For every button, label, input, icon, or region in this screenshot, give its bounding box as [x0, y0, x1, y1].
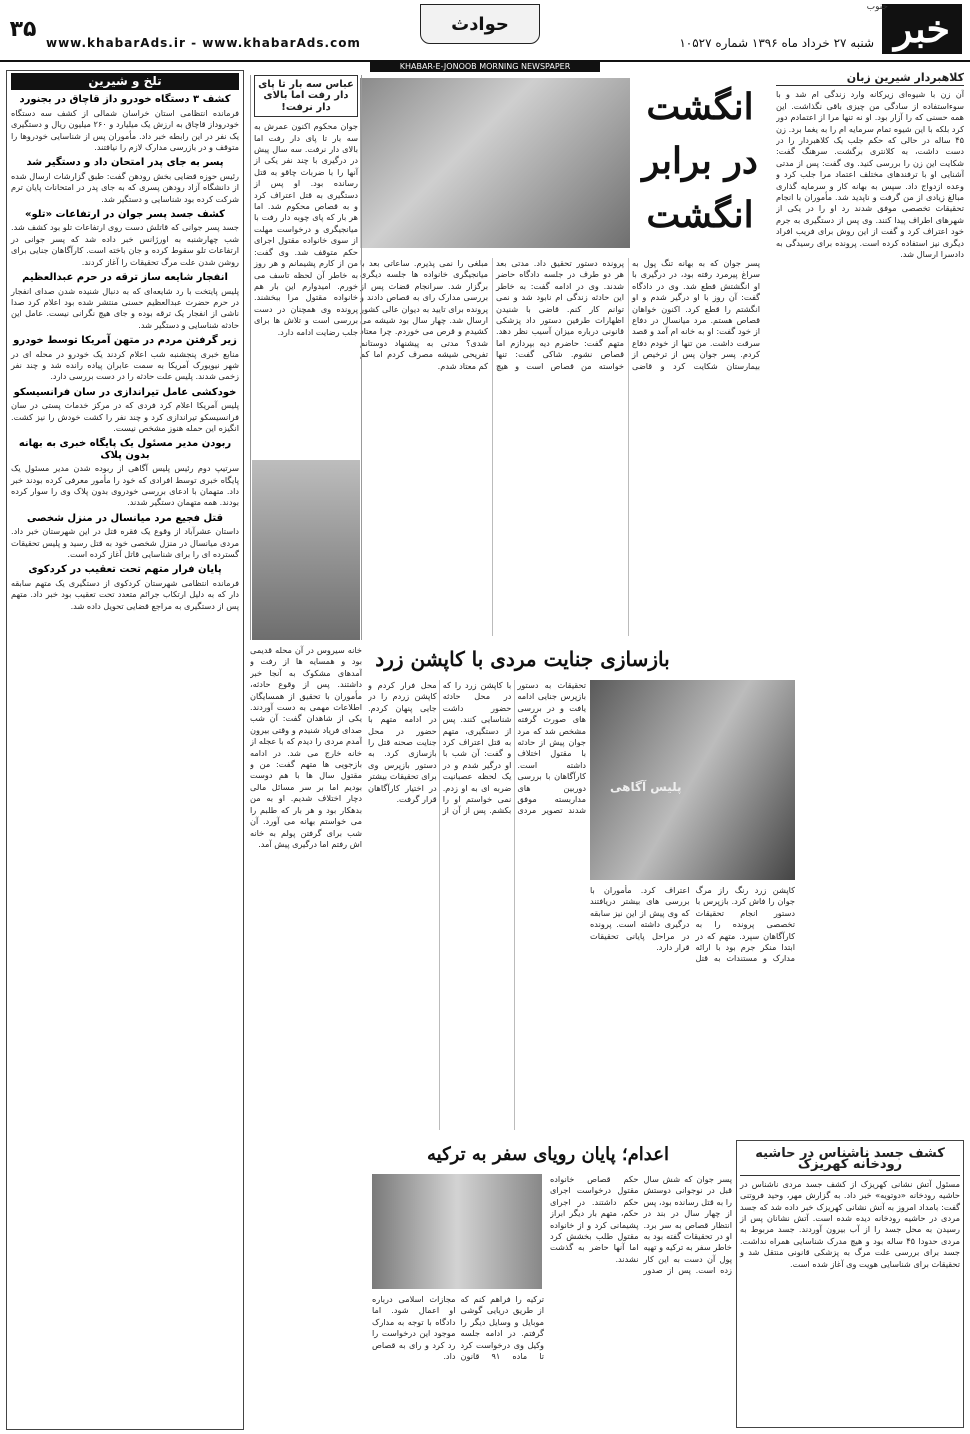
police-jacket-label: پلیس آگاهی — [610, 780, 682, 794]
brief-title: قتل فجیع مرد میانسال در منزل شخصی — [26, 512, 224, 524]
brief-item — [11, 438, 239, 508]
bottom-center-body — [550, 1174, 732, 1428]
brief-text: فرمانده انتظامی شهرستان کردکوی از دستگیری یک متهم سابقه دار که به دلیل ارتکاب جرائم متعدد تحت تعقیب بود خبر داد. متهم پس از دستگیری به مراجع قضایی تحویل داده شد. — [11, 577, 239, 611]
brief-title: پایان فرار متهم تحت تعقیب در کردکوی — [28, 564, 222, 576]
brief-text: منابع خبری پنجشنبه شب اعلام کردند یک خودرو در محله ای در شهر نیویورک آمریکا به سمت عابران پیاده رانده شد و چند نفر زخمی شدند. پلیس علت حادثه را در دست بررسی دارد. — [11, 348, 239, 382]
mid2-text: خانه سیروس در آن محله قدیمی بود و همسایه ها از رفت و آمدهای مشکوک به آنجا خبر داشتند. پس از وقوع حادثه، مأموران با تحقیق از همسایگان اطلاعات مهمی به دست آوردند. یکی از شاهدان گفت: آن شب صدای فریاد شنیدم و وقتی بیرون آمدم مردی را دیدم که با عجله از خانه خارج می شد. در ادامه بازجویی ها متهم گفت: من و مقتول سال ها با هم دوست بودیم اما بر سر مسائل مالی دچار اختلاف شدیم. او به من بدهکار بود و هر بار که طلبم را می خواستم بهانه می آورد. آن شب برای گرفتن پولم به خانه اش رفتم اما درگیری پیش آمد. — [250, 645, 362, 849]
bottom-center-lower — [372, 1294, 544, 1428]
right-column-text: آن زن با شیوه‌ای زیرکانه وارد زندگی ام شد و با سوءاستفاده از سادگی من چیزی باقی نگذاشت. این همه حسنی که را آزار بود. او نه تنها مرا از اعتمادم دور کرد بلکه با این شیوه تمام سرمایه ام را به یغما برد. زن ۴۵ ساله در حالی که حکم جلب یک کلاهبردار را در دست داشت، به کلانتری برگشت. سرهنگ گفت: شکایت این زن را بررسی کنید. وی گفت: پس از مدتی آشنایی او با ترفندهای مختلف اعتماد مرا جلب کرد و وعده ازدواج داد. سپس به بهانه کار و سرمایه گذاری مبالغ زیادی از من گرفت و ناپدید شد. مأموران با انجام تحقیقات تخصصی موفق شدند رد او را در یکی از شهرهای اطراف پیدا کنند. وی پس از دستگیری به جرم خود اعتراف کرد و گفت از این روش برای فریب افراد دیگری نیز استفاده کرده است. پرونده برای رسیدگی به دادسرا ارسال شد. — [776, 89, 964, 260]
newspaper-logo: خبر — [882, 4, 962, 54]
courtroom-defendant-photo — [372, 1174, 542, 1289]
bottom-center-lower-text: ترکیه را فراهم کنم که از طریق دریایی گوشی موبایل و وسایل دیگر را گرفتم. در ادامه جلسه وکیل وی درخواست کرد تا ماده ۹۱ قانون مجازات اسلامی درباره او اعمال شود. اما دادگاه با توجه به مدارک موجود این درخواست را رد کرد و رای به قصاص داد. — [372, 1294, 544, 1362]
courtroom-photo — [360, 78, 630, 248]
brief-title: انفجار شایعه ساز ترقه در حرم عبدالعظیم — [22, 272, 228, 284]
mid2-column — [250, 645, 362, 1135]
left-column-title: تلخ و شیرین — [11, 73, 239, 90]
feature-text: پسر جوان که به بهانه تنگ پول به سراغ پیرمرد رفته بود، در درگیری با او انگشتش قطع شد. وی در دادگاه گفت: آن روز با او درگیر شدم و او انگشتم را قطع کرد. اکنون خواهان قصاص هستم. مرد میانسال در دفاع از خود گفت: او به خانه ام آمد و قصد سرقت داشت. من تنها از خودم دفاع کردم. پسر جوان پس از ترخیص از بیمارستان شکایت کرد و قاضی پرونده دستور تحقیق داد. مدتی بعد هر دو طرف در جلسه دادگاه حاضر شدند. وی در ادامه گفت: به خاطر این حادثه زندگی ام نابود شد و نمی توانم کار کنم. قاضی با شنیدن اظهارات طرفین دستور داد پزشکی قانونی درباره میزان آسیب نظر دهد. متهم گفت: حاضرم دیه بپردازم اما قصاص نشوم. شاکی گفت: تنها خواسته من قصاص است و هیچ مبلغی را نمی پذیرم. ساعاتی بعد با میانجیگری خانواده ها جلسه دیگری برگزار شد. سرانجام قضات پس از بررسی مدارک رای به قصاص دادند و پرونده برای تایید به دیوان عالی کشور ارسال شد. چهار سال بود شیشه می کشیدم و قرص می خوردم. چرا معتاد شدی؟ مدتی به پیشنهاد دوستانم تفریحی شیشه مصرف کردم اما کم کم معتاد شدم. — [360, 258, 760, 371]
masthead — [0, 0, 970, 62]
brief-item — [11, 335, 239, 383]
mid-column-text: جوان محکوم اکنون عمرش به سه بار تا پای دار رفت اما بالای دار نرفت. سه سال پیش در درگیری با چند نفر یکی از آنها را با ضربات چاقو به قتل رسانده بود. او پس از دستگیری به قتل اعتراف کرد و به قصاص محکوم شد. اما هر بار که پای چوبه دار رفت با میانجیگری و درخواست مهلت از سوی خانواده مقتول اجرای حکم متوقف شد. وی گفت: من از کارم پشیمانم و هر روز به خاطر آن لحظه تاسف می خورم. امیدوارم این بار هم خانواده مقتول مرا ببخشند. پرونده وی همچنان در دست بررسی است و تلاش ها برای جلب رضایت ادامه دارد. — [254, 121, 358, 337]
story2-lower — [590, 885, 795, 1130]
prisoner-photo — [252, 460, 360, 640]
section-title: حوادث — [420, 4, 540, 44]
bottom-right-story — [736, 1140, 964, 1428]
brief-text: رئیس حوزه قضایی بخش رودهن گفت: طبق گزارشات ارسال شده از دانشگاه آزاد رودهن پسری که به جای پدر در امتحانات پایان ترم شرکت کرده بود شناسایی و دستگیر شد. — [11, 170, 239, 204]
brief-item — [11, 513, 239, 561]
brief-item — [11, 564, 239, 612]
brief-title: خودکشی عامل تیراندازی در سان فرانسیسکو — [13, 386, 237, 398]
left-column-briefs — [6, 70, 244, 1430]
brief-title: پسر به جای پدر امتحان داد و دستگیر شد — [26, 157, 224, 169]
brief-text: داستان عشرآباد از وقوع یک فقره قتل در این شهرستان خبر داد. مردی میانسال در منزل شخصی خود به قتل رسید و پلیس تحقیقات گسترده ای را برای شناسایی قاتل آغاز کرده است. — [11, 526, 239, 560]
brief-item — [11, 387, 239, 435]
brief-title: کشف جسد پسر جوان در ارتفاعات «تلو» — [25, 209, 225, 221]
bottom-right-headline: کشف جسد ناشناس در حاشیه رودخانه کهریزک — [740, 1144, 960, 1176]
feature-headline — [640, 80, 760, 250]
brief-text: پلیس آمریکا اعلام کرد فردی که در مرکز خدمات پستی در سان فرانسیسکو تیراندازی کرد و چند نفر را کشت خودش را نیز کشت. انگیزه این حمله هنوز مشخص نیست. — [11, 400, 239, 433]
bottom-center-text: پسر جوان که شش سال قبل در نوجوانی دوستش را به قتل رسانده بود، پس از چهار سال در بند در انتظار قصاص به سر برد. او در تحقیقات گفته بود به خاطر سفر به ترکیه و تهیه پول آن دست به این کار زده است. پس از صدور حکم قصاص خانواده مقتول درخواست اجرای حکم داشتند. در اجرای حکم، متهم بار دیگر ابراز پشیمانی کرد و از خانواده مقتول طلب بخشش کرد اما آنها حاضر به گذشت نشدند. — [550, 1174, 732, 1276]
bottom-right-text: مسئول آتش نشانی کهریزک از کشف جسد مردی ناشناس در حاشیه رودخانه «دوتویه» خبر داد. به گزارش مهر، وحید فروتنی گفت: بامداد امروز به آتش نشانی کهریزک خبر داده شد که جسد مردی در حاشیه رودخانه دیده شده است. آتش نشانان پس از رسیدن به محل جسد را از آب بیرون آوردند. جسد مربوط به مردی حدودا ۴۵ ساله بود و هیچ مدرک شناسایی همراه نداشت. جسد برای بررسی علت مرگ به پزشکی قانونی منتقل شد و تحقیقات برای شناسایی هویت وی آغاز شده است. — [740, 1178, 960, 1269]
brief-title: ربودن مدیر مسئول یک پایگاه خبری به بهانه بدون پلاک — [18, 438, 232, 461]
brief-item — [11, 94, 239, 153]
brief-item — [11, 157, 239, 205]
right-column-title: کلاهبردار شیرین زبان — [776, 70, 964, 86]
feature-headline-line-1: انگشت — [646, 86, 754, 128]
feature-body — [360, 258, 760, 636]
brief-text: سرتیپ دوم رئیس پلیس آگاهی از ربوده شدن مدیر مسئول یک پایگاه خبری توسط افرادی که خود را مأمور معرفی کرده بودند خبر داد. متهمان با ادعای بررسی خودروی بدون پلاک وی را سوار کرده بودند. همه متهمان دستگیر شدند. — [11, 463, 239, 508]
bottom-center-headline: اعدام؛ پایان رویای سفر به ترکیه — [427, 1144, 669, 1165]
brief-title: کشف ۳ دستگاه خودرو داز قاچاق در بجنورد — [19, 94, 231, 106]
english-name-bar: KHABAR-E-JONOOB MORNING NEWSPAPER — [370, 62, 600, 72]
site-urls: www.khabarAds.ir - www.khabarAds.com — [46, 36, 361, 50]
brief-item — [11, 272, 239, 331]
mid-column-headline: عباس سه بار تا پای دار رفت اما بالای دار نرفت! — [254, 75, 358, 117]
story2-body — [368, 680, 586, 1130]
issue-date-line: شنبه ۲۷ خرداد ماه ۱۳۹۶ شماره ۱۰۵۲۷ — [679, 36, 874, 50]
brief-text: فرمانده انتظامی استان خراسان شمالی از کشف سه دستگاه خودروداز قاچاق به ارزش یک میلیارد و ۲۶۰ میلیون ریال و دستگیری یک نفر در این رابطه خبر داد. مأموران پس از شناسایی خودروها را متوقف و در بازرسی مدارک لازم را نیافتند. — [11, 107, 239, 153]
story2-lower-text: کاپشن زرد رنگ راز مرگ جوان را فاش کرد. بازپرس با دستور انجام تحقیقات تخصصی پرونده را به کارآگاهان سپرد. متهم که در ابتدا منکر جرم بود با ارائه مدارک و مستندات به قتل اعتراف کرد. مأموران با بررسی های بیشتر دریافتند که وی پیش از این نیز سابقه درگیری داشته است. پرونده در مراحل پایانی تحقیقات قرار دارد. — [590, 885, 795, 964]
brief-title: زیر گرفتن مردم در متهن آمریکا توسط خودرو — [13, 335, 237, 347]
brief-item — [11, 209, 239, 268]
right-column-story — [776, 70, 964, 1130]
feature-headline-line-2: در برابر — [642, 140, 758, 182]
story2-text: تحقیقات به دستور بازپرس جنایی ادامه یافت و در بررسی های صورت گرفته مشخص شد که مرد جوان پیش از حادثه با مقتول اختلاف داشته است. کارآگاهان با بررسی دوربین های مداربسته موفق شدند تصویر مردی با کاپشن زرد را که در محل حادثه حضور داشت شناسایی کنند. پس از دستگیری، متهم به قتل اعتراف کرد و گفت: آن شب با او درگیر شدم و در یک لحظه عصبانیت ضربه ای به او زدم. نمی خواستم او را بکشم. پس از آن از محل فرار کردم و کاپشن زردم را در جایی پنهان کردم. در ادامه متهم با حضور در محل جنایت صحنه قتل را بازسازی کرد. به دستور بازپرس وی برای تحقیقات بیشتر در اختیار کارآگاهان قرار گرفت. — [368, 680, 586, 816]
story2-headline: بازسازی جنایت مردی با کاپشن زرد — [375, 647, 670, 671]
feature-headline-line-3: انگشت — [646, 194, 754, 236]
page-number: ۳۵ — [9, 17, 37, 42]
logo-subtitle: جنوب — [866, 2, 888, 12]
brief-text: جسد پسر جوانی که قاتلش دست روی ارتفاعات تلو بود کشف شد. شب چهارشنبه به اورژانس خبر داده شد که پسر جوانی در ارتفاعات تلو سقوط کرده و جان باخته است. کارآگاهان جنایی برای روشن شدن علت مرگ تحقیقات را آغاز کردند. — [11, 222, 239, 267]
brief-text: پلیس پایتخت با رد شایعه‌ای که به دنبال شنیده شدن صدای انفجار در حرم حضرت عبدالعظیم حسنی منتشر شده بود اعلام کرد صدا ناشی از انفجار یک ترقه بوده و جای هیچ نگرانی نیست. عامل این حادثه شناسایی و دستگیر شد. — [11, 285, 239, 330]
